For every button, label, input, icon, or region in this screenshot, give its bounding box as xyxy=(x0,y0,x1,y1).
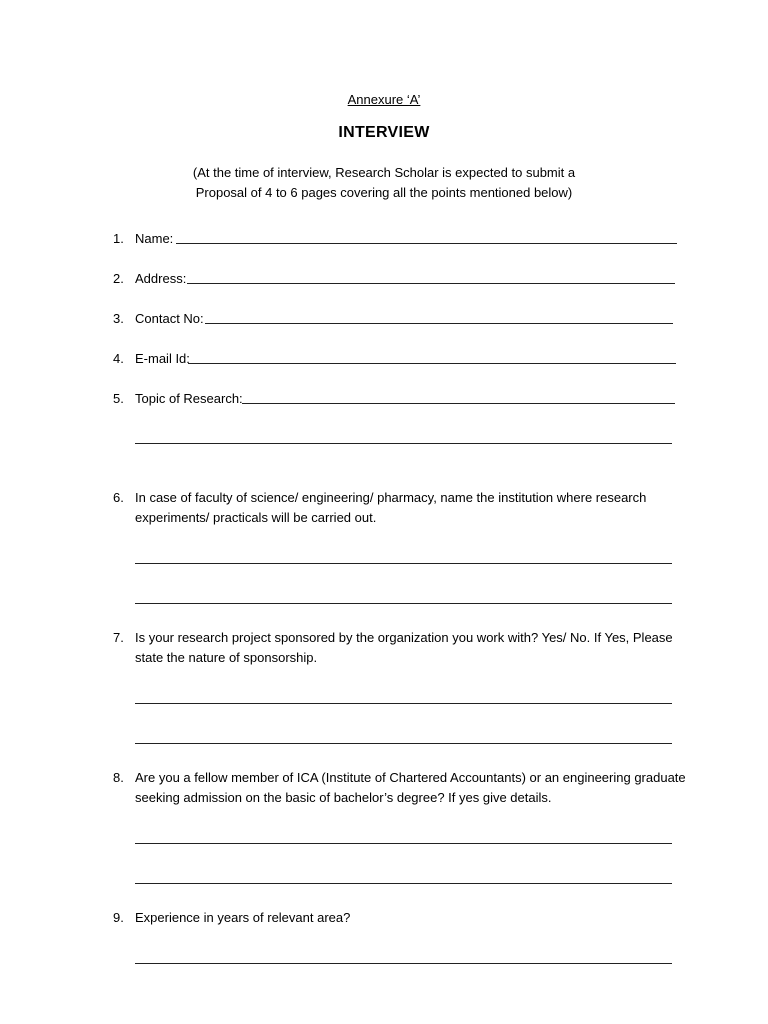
ica-answer-line-1[interactable] xyxy=(135,843,672,844)
annexure-label: Annexure ‘A’ xyxy=(347,92,421,107)
experience-answer-line[interactable] xyxy=(135,963,672,964)
page-title: INTERVIEW xyxy=(338,124,430,141)
instructions-text xyxy=(0,163,768,203)
question-label: Name: xyxy=(135,231,174,246)
question-text-line: experiments/ practicals will be carried out. xyxy=(135,510,377,525)
sponsorship-answer-line-1[interactable] xyxy=(135,703,672,704)
name-field[interactable] xyxy=(176,243,677,244)
topic-answer-line[interactable] xyxy=(135,443,672,444)
institution-answer-line-2[interactable] xyxy=(135,603,672,604)
question-number: 6. xyxy=(113,490,124,505)
question-label: Contact No: xyxy=(135,311,204,326)
question-label: Topic of Research: xyxy=(135,391,243,406)
question-text-line: state the nature of sponsorship. xyxy=(135,650,318,665)
ica-answer-line-2[interactable] xyxy=(135,883,672,884)
contact-field[interactable] xyxy=(205,323,673,324)
question-text-line: seeking admission on the basic of bachelor’s degree? If yes give details. xyxy=(135,790,552,805)
question-text xyxy=(135,488,646,528)
email-field[interactable] xyxy=(188,363,676,364)
address-field[interactable] xyxy=(187,283,675,284)
question-text xyxy=(135,768,686,808)
topic-field[interactable] xyxy=(242,403,675,404)
question-label: E-mail Id: xyxy=(135,351,190,366)
question-number: 3. xyxy=(113,311,124,326)
question-label: Experience in years of relevant area? xyxy=(135,910,351,925)
question-text-line: Are you a fellow member of ICA (Institute of Chartered Accountants) or an engineering graduate xyxy=(135,770,686,785)
question-number: 4. xyxy=(113,351,124,366)
question-text-line: In case of faculty of science/ engineering/ pharmacy, name the institution where research xyxy=(135,490,647,505)
question-number: 8. xyxy=(113,770,124,785)
question-text-line: Is your research project sponsored by the organization you work with? Yes/ No. If Yes, Please xyxy=(135,630,673,645)
question-number: 9. xyxy=(113,910,124,925)
question-number: 1. xyxy=(113,231,124,246)
question-number: 5. xyxy=(113,391,124,406)
instructions-line-2: Proposal of 4 to 6 pages covering all the points mentioned below) xyxy=(195,185,573,200)
question-text xyxy=(135,628,673,668)
instructions-line-1: (At the time of interview, Research Scholar is expected to submit a xyxy=(192,165,576,180)
question-number: 2. xyxy=(113,271,124,286)
question-number: 7. xyxy=(113,630,124,645)
sponsorship-answer-line-2[interactable] xyxy=(135,743,672,744)
institution-answer-line-1[interactable] xyxy=(135,563,672,564)
question-label: Address: xyxy=(135,271,187,286)
